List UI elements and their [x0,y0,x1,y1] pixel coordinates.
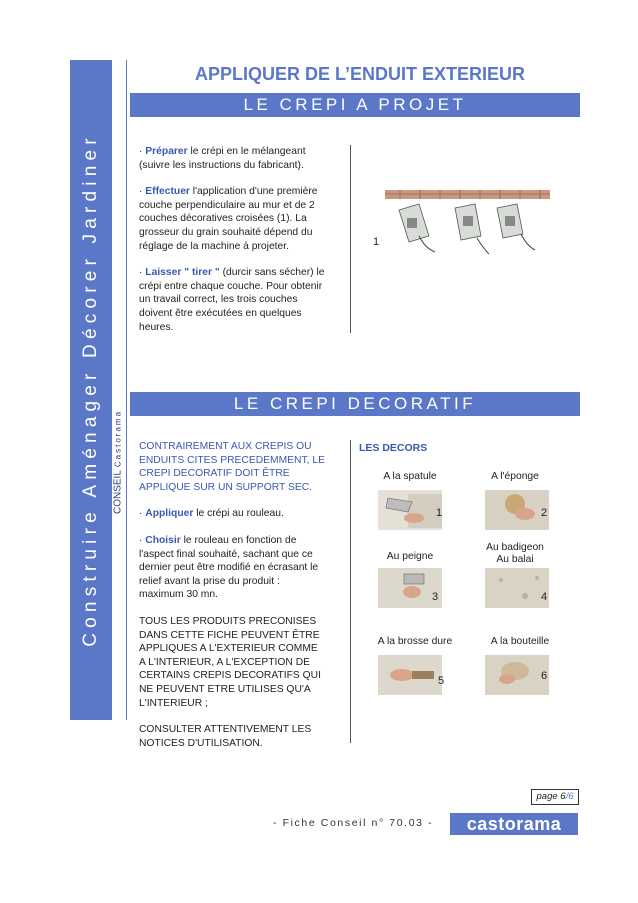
text-line: (suivre les instructions du fabricant). [139,159,304,171]
kw-preparer: Préparer [145,146,188,157]
eponge-thumbnail [485,490,549,530]
projet-text [139,145,351,334]
badigeon-thumbnail [485,568,549,608]
text-line: CREPI DECORATIF DOIT ÊTRE [139,468,290,480]
column-divider-1 [350,145,351,333]
section-band-projet: LE CREPI A PROJET [130,93,580,117]
decoratif-text [139,440,347,750]
conseil-label [113,410,124,514]
decor-label-spatule: A la spatule [383,471,437,482]
text-line: dernier peut être modifié en écrasant le [139,562,319,574]
text-line: CERTAINS CREPIS DECORATIFS QUI [139,670,321,682]
figure-number-1: 1 [373,236,380,248]
text-line: TOUS LES PRODUITS PRECONISES [139,615,317,627]
decor-number-4: 4 [541,591,548,603]
text-line: heures. [139,321,174,333]
decor-label-badigeon-line2: Au balai [496,554,534,565]
kw-choisir: Choisir [145,534,181,546]
text-line: APPLIQUES A L'EXTERIEUR COMME [139,643,318,655]
page-indicator [531,789,579,805]
decor-number-5: 5 [438,675,445,687]
text-line: NE PEUVENT ETRE UTILISES QU'A [139,683,311,695]
text-line: A L'INTERIEUR, A L'EXCEPTION DE [139,656,311,668]
kw-appliquer: Appliquer [145,508,194,520]
text-line: le crépi en le mélangeant [187,146,306,157]
text-line: doivent être exécutées en quelques [139,307,302,319]
spray-machine-illustration [385,186,550,266]
decor-label-peigne: Au peigne [386,551,434,562]
step-appliquer: · Appliquer le crépi au rouleau. [139,508,284,520]
decor-label-badigeon [470,542,560,566]
text-line: NOTICES D'UTILISATION. [139,737,263,749]
text-line: le rouleau en fonction de [180,534,297,546]
sidebar-vertical-text: Construire Aménager Décorer Jardiner [80,133,101,647]
step-choisir: · Choisir le rouleau en fonction de [139,534,297,546]
text-line: couches décoratives croisées (1). La [139,213,307,225]
page-title: APPLIQUER DE L’ENDUIT EXTERIEUR [194,64,526,84]
step-effectuer: · Effectuer l'application d'une première [139,186,318,198]
text-line: l'application d'une première [189,186,318,198]
text-line: APPLIQUE SUR UN SUPPORT SEC. [139,481,312,493]
text-line: un travail correct, les trois couches [139,294,298,306]
step-prepare: · Préparer le crépi en le mélangeant [139,146,306,157]
text-line: crépi entre chaque couche. Pour obtenir [139,280,323,292]
kw-effectuer: Effectuer [145,186,190,198]
kw-laisser: Laisser " tirer " [145,267,220,279]
text-line: ENDUITS CITES PRECEDEMMENT, LE [139,454,325,466]
text-line: (durcir sans sécher) le [219,267,325,279]
decor-number-2: 2 [541,507,548,519]
text-line: réglage de la machine à projeter. [139,240,289,252]
conseil-sub: Castorama [113,409,123,468]
sidebar-rule [126,60,127,720]
text-line: CONTRAIREMENT AUX CREPIS OU [139,441,312,452]
bouteille-thumbnail [485,655,549,695]
text-line: CONSULTER ATTENTIVEMENT LES [139,724,312,736]
decor-number-6: 6 [541,670,548,682]
castorama-logo: castorama [450,813,578,835]
text-line: grosseur du grain souhaité dépend du [139,226,313,238]
decor-label-badigeon-line1: Au badigeon [486,542,544,553]
column-divider-2 [350,440,351,743]
decor-label-brosse: A la brosse dure [377,636,453,647]
text-line: le crépi au rouleau. [193,508,284,520]
decor-label-bouteille: A la bouteille [490,636,550,647]
section-band-decoratif: LE CREPI DECORATIF [130,392,580,416]
text-line: l'aspect final souhaité, sachant que ce [139,548,313,560]
decor-label-eponge: A l'éponge [491,471,539,482]
page-current: page 6 [536,791,566,802]
text-line: maximum 30 mn. [139,589,218,601]
fiche-reference: - Fiche Conseil n° 70.03 - [273,817,434,829]
decor-number-3: 3 [432,591,439,603]
conseil-word: CONSEIL [112,470,124,515]
text-line: couche perpendiculaire au mur et de 2 [139,199,315,211]
step-laisser: · Laisser " tirer " (durcir sans sécher) le [139,267,325,279]
brosse-thumbnail [378,655,445,695]
page-total: /6 [565,791,574,802]
decors-title: LES DECORS [359,442,428,454]
spatule-thumbnail [378,490,442,530]
decor-number-1: 1 [436,507,443,519]
text-line: DANS CETTE FICHE PEUVENT ÊTRE [139,629,320,641]
text-line: relief avant la prise du produit : [139,575,280,587]
text-line: L'INTERIEUR ; [139,697,208,709]
